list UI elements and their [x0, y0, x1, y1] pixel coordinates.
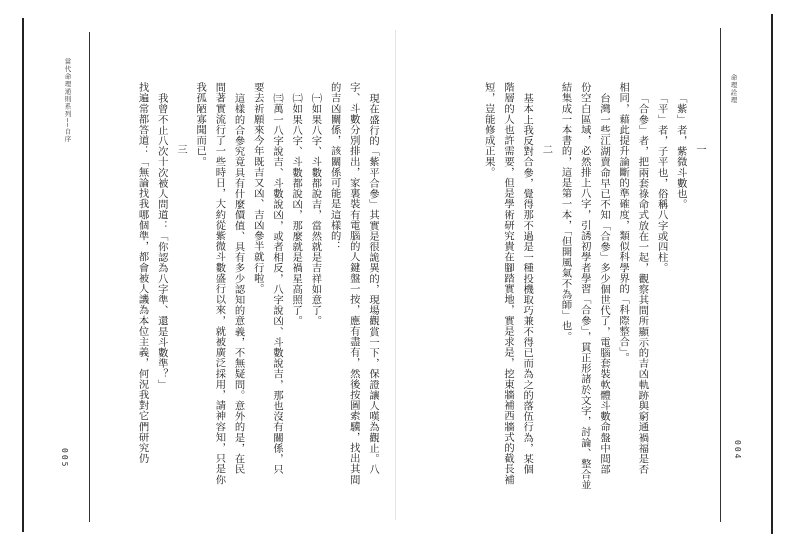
- text-line: 「合參」者，把兩套祿命式放在一起，觀察其間所顯示的吉凶軌跡與窮通禍福是否: [636, 93, 649, 475]
- text-line: 字、斗數分別排出，家裏裝有電腦的人鍵盤一按，應有盡有，然後按圖索驥，找出其間: [347, 82, 360, 485]
- text-line: 份空白區域，必然排上八字，引誘初學者學習「合參」，貫正形諸於文字，討論、整合並: [578, 82, 591, 491]
- text-line: 我曾不止八次十次被人問道：「你認為八字準、還是斗數準？」: [155, 93, 168, 391]
- section-heading-three: 三: [174, 143, 187, 155]
- section-heading-one: 一: [694, 143, 706, 155]
- text-line: 短，豈能修成正果。: [482, 82, 495, 178]
- text-line: 台灣一些江湖賣命早已不知「合參」多少個世代了，電腦套裝軟體斗數命盤中間部: [597, 93, 610, 475]
- list-item-one: ㈠如果八字、斗數都說吉，當然就是吉祥如意了。: [309, 93, 322, 327]
- text-line: 我孤陋寡聞而已。: [194, 82, 207, 167]
- text-line: 這樣的合參究竟具有什麼價值、具有多少認知的意義，不無疑問。意外的是，在民: [232, 93, 245, 475]
- list-item-two: ㈡如果八字、斗數都說凶，那麼就是禍星高照了。: [290, 93, 303, 327]
- left-page-margin-rule: [89, 32, 90, 522]
- right-page-number: 004: [733, 440, 742, 461]
- left-running-head: 當代命理通則系列──自序: [63, 58, 72, 143]
- left-page-number: 005: [60, 448, 69, 469]
- right-page-margin-rule: [720, 28, 721, 522]
- text-line: 找遍常都答道：「無論找我哪個準，都會被人譏為本位主義，何況我對它們研究仍: [136, 82, 149, 464]
- center-gutter: [395, 30, 396, 520]
- text-line: 現在盛行的「紫平合參」其實是很詭異的，現場觀賞一下，保證讓人嘆為觀止。八: [367, 93, 379, 475]
- section-heading-two: 二: [540, 143, 553, 155]
- left-page-body: [132, 82, 382, 502]
- right-page-body: [479, 82, 709, 502]
- text-line: 結集成一本書的，這是第一本，「但開風氣不為師」也。: [559, 82, 572, 342]
- text-line: 間著實流行了一些時日，大約從紫微斗數盛行以來，就被廣泛採用，請神容知，只是你: [213, 82, 226, 485]
- text-line: 階層的人也許需要，但是學術研究貴在腳踏實地，實是求是，挖東牆補西牆式的截長補: [501, 82, 514, 485]
- right-running-head: 命理詮理: [729, 74, 738, 104]
- left-page-edge: [22, 18, 24, 532]
- right-page-edge: [771, 14, 773, 534]
- list-item-three: ㈢萬一八字說吉、斗數說凶，或者相反，八字說凶、斗數說吉，那也沒有關係，只: [270, 93, 283, 475]
- text-line: 的吉凶關係，該關係可能是這樣的：: [328, 82, 341, 252]
- text-line: 基本上我反對合參，覺得那不過是一種投機取巧兼不得已而為之的落伍行為，某個: [521, 93, 534, 475]
- text-line: 「紫」者，紫微斗數也。: [674, 93, 687, 210]
- text-line: 相同，藉此提升論斷的準確度，類似科學界的「科際整合」。: [617, 82, 630, 364]
- text-line: 要去祈願來今年既吉又凶、吉凶參半就行啦。: [251, 82, 264, 294]
- text-line: 「平」者，子平也，俗稱八字或四柱。: [655, 93, 668, 274]
